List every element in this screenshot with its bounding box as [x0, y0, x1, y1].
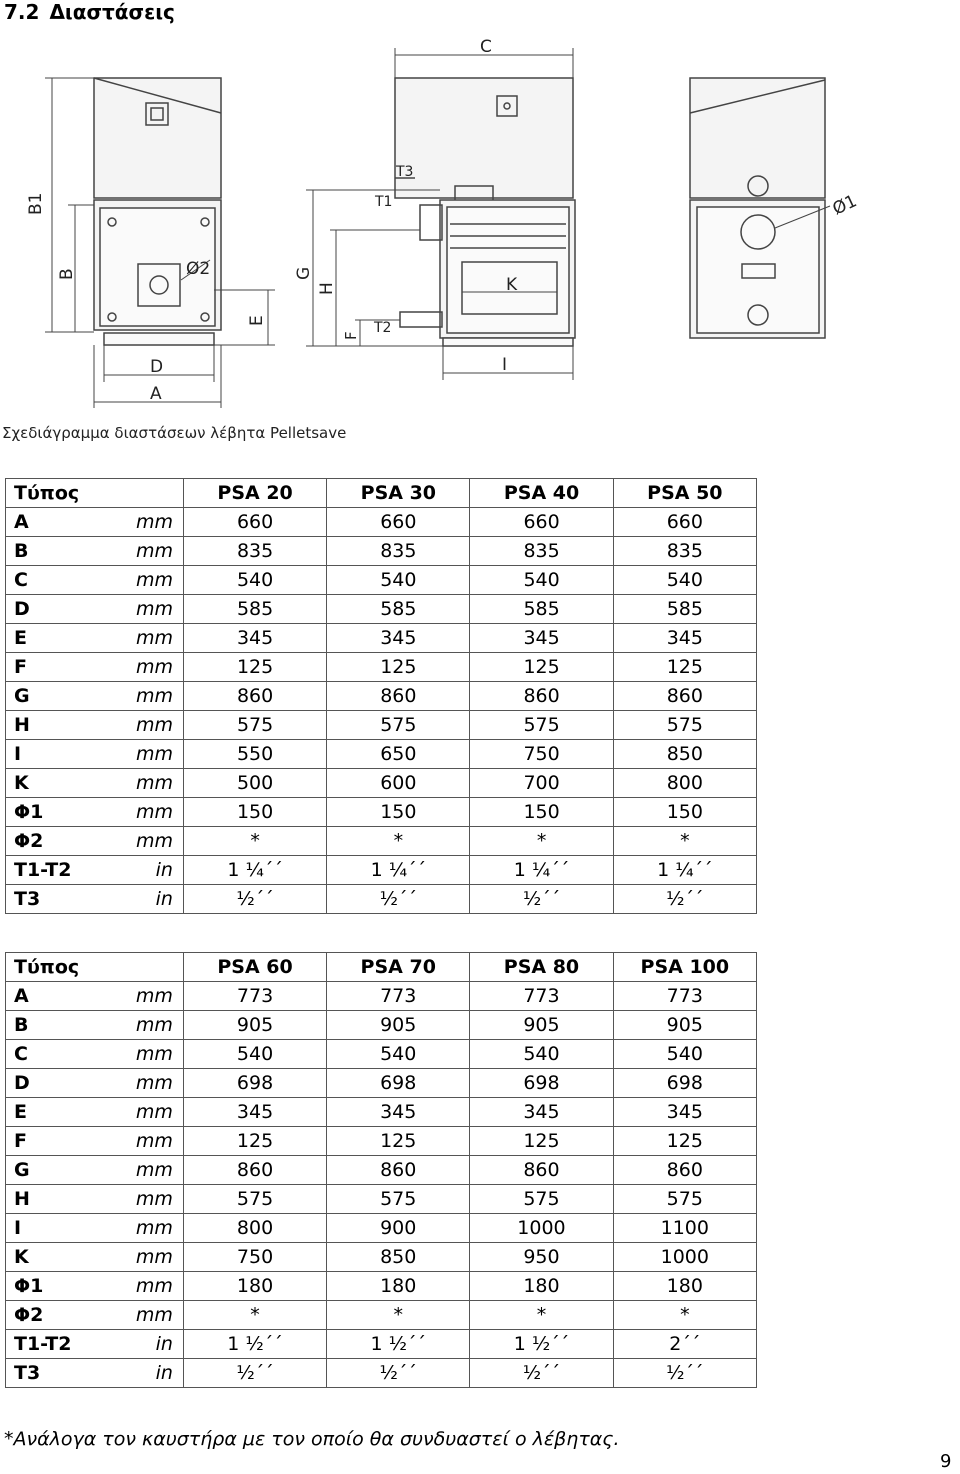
header-model: PSA 30 — [327, 479, 470, 508]
cell-value: 125 — [327, 1127, 470, 1156]
header-model: PSA 80 — [470, 953, 613, 982]
cell-value: 125 — [470, 1127, 613, 1156]
cell-value: 575 — [470, 1185, 613, 1214]
label-c: C — [480, 37, 492, 57]
table-row — [6, 798, 757, 827]
cell-value: 860 — [470, 682, 613, 711]
table-row — [6, 508, 757, 537]
row-unit: mm — [106, 595, 184, 624]
cell-value: 650 — [327, 740, 470, 769]
label-a: A — [150, 384, 162, 404]
side-view — [395, 78, 575, 346]
cell-value: ½΄΄ — [470, 1359, 613, 1388]
table-row — [6, 1040, 757, 1069]
cell-value: 800 — [183, 1214, 326, 1243]
row-unit: mm — [106, 1069, 184, 1098]
cell-value: 540 — [183, 1040, 326, 1069]
cell-value: 860 — [470, 1156, 613, 1185]
cell-value: 835 — [183, 537, 326, 566]
cell-value: 900 — [327, 1214, 470, 1243]
cell-value: 345 — [470, 1098, 613, 1127]
header-unit — [106, 953, 184, 982]
cell-value: 345 — [470, 624, 613, 653]
cell-value: 125 — [613, 1127, 756, 1156]
cell-value: 125 — [470, 653, 613, 682]
cell-value: 835 — [613, 537, 756, 566]
row-label: T3 — [6, 1359, 106, 1388]
row-label: I — [6, 740, 106, 769]
cell-value: 860 — [183, 682, 326, 711]
table-row — [6, 711, 757, 740]
header-model: PSA 100 — [613, 953, 756, 982]
cell-value: 180 — [470, 1272, 613, 1301]
row-unit: mm — [106, 827, 184, 856]
label-k: K — [506, 275, 518, 295]
row-label: I — [6, 1214, 106, 1243]
cell-value: 150 — [470, 798, 613, 827]
row-label: Φ2 — [6, 1301, 106, 1330]
label-t3: T3 — [396, 164, 414, 180]
cell-value: 850 — [327, 1243, 470, 1272]
header-model: PSA 70 — [327, 953, 470, 982]
cell-value: ½΄΄ — [183, 1359, 326, 1388]
cell-value: 905 — [327, 1011, 470, 1040]
cell-value: 180 — [327, 1272, 470, 1301]
cell-value: ½΄΄ — [183, 885, 326, 914]
table-row — [6, 1330, 757, 1359]
row-unit: in — [106, 1330, 184, 1359]
row-unit: mm — [106, 1185, 184, 1214]
cell-value: 585 — [183, 595, 326, 624]
cell-value: 700 — [470, 769, 613, 798]
cell-value: 125 — [327, 653, 470, 682]
section-heading — [4, 0, 175, 24]
cell-value: 860 — [327, 1156, 470, 1185]
cell-value: 660 — [613, 508, 756, 537]
table-row — [6, 1069, 757, 1098]
row-label: G — [6, 682, 106, 711]
table-row — [6, 1185, 757, 1214]
cell-value: 345 — [327, 1098, 470, 1127]
row-unit: mm — [106, 1243, 184, 1272]
cell-value: 2΄΄ — [613, 1330, 756, 1359]
row-unit: in — [106, 885, 184, 914]
row-unit: in — [106, 1359, 184, 1388]
row-label: H — [6, 1185, 106, 1214]
label-g: G — [294, 266, 314, 280]
table-row — [6, 1011, 757, 1040]
cell-value: 1000 — [613, 1243, 756, 1272]
cell-value: 585 — [613, 595, 756, 624]
cell-value: 1 ¼΄΄ — [183, 856, 326, 885]
row-label: D — [6, 595, 106, 624]
cell-value: 698 — [613, 1069, 756, 1098]
section-title: Διαστάσεις — [49, 0, 175, 24]
cell-value: 773 — [613, 982, 756, 1011]
row-unit: mm — [106, 798, 184, 827]
cell-value: 835 — [327, 537, 470, 566]
table-row — [6, 595, 757, 624]
table-row — [6, 537, 757, 566]
cell-value: 950 — [470, 1243, 613, 1272]
header-model: PSA 60 — [183, 953, 326, 982]
row-unit: mm — [106, 537, 184, 566]
cell-value: 585 — [470, 595, 613, 624]
cell-value: 345 — [183, 1098, 326, 1127]
cell-value: 773 — [470, 982, 613, 1011]
cell-value: 1 ½΄΄ — [470, 1330, 613, 1359]
table-row — [6, 1359, 757, 1388]
cell-value: 180 — [613, 1272, 756, 1301]
table-row — [6, 1098, 757, 1127]
table-row — [6, 1301, 757, 1330]
cell-value: 540 — [183, 566, 326, 595]
table-row — [6, 624, 757, 653]
header-model: PSA 40 — [470, 479, 613, 508]
label-f: F — [342, 331, 360, 340]
section-number: 7.2 — [4, 0, 40, 24]
row-label: Φ1 — [6, 1272, 106, 1301]
row-unit: mm — [106, 1156, 184, 1185]
cell-value: 150 — [327, 798, 470, 827]
cell-value: 345 — [613, 1098, 756, 1127]
cell-value: 698 — [327, 1069, 470, 1098]
row-label: H — [6, 711, 106, 740]
row-unit: mm — [106, 1127, 184, 1156]
cell-value: 860 — [183, 1156, 326, 1185]
table-row — [6, 1272, 757, 1301]
label-d: D — [150, 357, 164, 377]
table-row — [6, 1127, 757, 1156]
cell-value: 1000 — [470, 1214, 613, 1243]
cell-value: * — [183, 827, 326, 856]
row-unit: mm — [106, 682, 184, 711]
cell-value: 575 — [183, 1185, 326, 1214]
cell-value: 180 — [183, 1272, 326, 1301]
cell-value: 125 — [183, 1127, 326, 1156]
cell-value: 860 — [613, 1156, 756, 1185]
row-label: B — [6, 537, 106, 566]
cell-value: 345 — [327, 624, 470, 653]
row-unit: mm — [106, 653, 184, 682]
row-unit: mm — [106, 711, 184, 740]
cell-value: 540 — [470, 566, 613, 595]
row-label: C — [6, 1040, 106, 1069]
row-unit: mm — [106, 566, 184, 595]
cell-value: 773 — [183, 982, 326, 1011]
row-unit: mm — [106, 508, 184, 537]
cell-value: 345 — [613, 624, 756, 653]
cell-value: 1100 — [613, 1214, 756, 1243]
cell-value: ½΄΄ — [470, 885, 613, 914]
header-unit — [106, 479, 184, 508]
front-view — [94, 78, 221, 345]
cell-value: 125 — [183, 653, 326, 682]
cell-value: 860 — [327, 682, 470, 711]
row-unit: mm — [106, 1040, 184, 1069]
row-label: C — [6, 566, 106, 595]
cell-value: 540 — [613, 1040, 756, 1069]
label-e: E — [247, 315, 267, 326]
table-row — [6, 827, 757, 856]
rear-view — [690, 78, 830, 338]
row-unit: mm — [106, 1301, 184, 1330]
row-unit: mm — [106, 769, 184, 798]
row-label: T3 — [6, 885, 106, 914]
row-label: K — [6, 1243, 106, 1272]
cell-value: 750 — [183, 1243, 326, 1272]
row-label: T1-T2 — [6, 1330, 106, 1359]
table-row — [6, 682, 757, 711]
footnote: *Ανάλογα τον καυστήρα με τον οποίο θα συνδυαστεί ο λέβητας. — [4, 1428, 620, 1450]
table-header-row — [6, 479, 757, 508]
cell-value: 575 — [470, 711, 613, 740]
label-i: I — [502, 355, 508, 375]
cell-value: * — [613, 827, 756, 856]
row-unit: mm — [106, 1214, 184, 1243]
row-unit: mm — [106, 1011, 184, 1040]
cell-value: 835 — [470, 537, 613, 566]
row-label: A — [6, 982, 106, 1011]
table-row — [6, 885, 757, 914]
cell-value: * — [327, 1301, 470, 1330]
row-label: B — [6, 1011, 106, 1040]
cell-value: 540 — [613, 566, 756, 595]
cell-value: 800 — [613, 769, 756, 798]
cell-value: 575 — [183, 711, 326, 740]
cell-value: 698 — [183, 1069, 326, 1098]
cell-value: 1 ½΄΄ — [327, 1330, 470, 1359]
cell-value: * — [183, 1301, 326, 1330]
dimensions-diagram — [0, 30, 880, 415]
cell-value: ½΄΄ — [327, 1359, 470, 1388]
row-label: G — [6, 1156, 106, 1185]
cell-value: 345 — [183, 624, 326, 653]
page-number: 9 — [940, 1451, 952, 1472]
cell-value: 660 — [183, 508, 326, 537]
dimensions-table-psa60-100 — [5, 952, 757, 1388]
row-label: K — [6, 769, 106, 798]
cell-value: 905 — [613, 1011, 756, 1040]
cell-value: 150 — [183, 798, 326, 827]
dimensions-table-psa20-50 — [5, 478, 757, 914]
header-model: PSA 50 — [613, 479, 756, 508]
cell-value: * — [470, 827, 613, 856]
cell-value: 1 ¼΄΄ — [470, 856, 613, 885]
header-type: Τύπος — [6, 479, 106, 508]
row-unit: mm — [106, 624, 184, 653]
label-t1: T1 — [375, 194, 393, 210]
row-label: F — [6, 1127, 106, 1156]
row-label: E — [6, 624, 106, 653]
cell-value: * — [327, 827, 470, 856]
label-phi1: Ø1 — [829, 191, 861, 220]
cell-value: 575 — [327, 1185, 470, 1214]
cell-value: 1 ½΄΄ — [183, 1330, 326, 1359]
row-unit: in — [106, 856, 184, 885]
row-label: D — [6, 1069, 106, 1098]
cell-value: 540 — [327, 566, 470, 595]
cell-value: 850 — [613, 740, 756, 769]
cell-value: 1 ¼΄΄ — [613, 856, 756, 885]
table-row — [6, 740, 757, 769]
header-type: Τύπος — [6, 953, 106, 982]
row-label: A — [6, 508, 106, 537]
cell-value: 125 — [613, 653, 756, 682]
label-t2: T2 — [374, 320, 392, 336]
cell-value: ½΄΄ — [613, 1359, 756, 1388]
cell-value: 575 — [613, 1185, 756, 1214]
row-label: E — [6, 1098, 106, 1127]
cell-value: 540 — [327, 1040, 470, 1069]
cell-value: 698 — [470, 1069, 613, 1098]
label-b: B — [57, 268, 77, 280]
table-row — [6, 769, 757, 798]
table-row — [6, 566, 757, 595]
table-row — [6, 1156, 757, 1185]
cell-value: ½΄΄ — [613, 885, 756, 914]
row-unit: mm — [106, 982, 184, 1011]
table-row — [6, 1214, 757, 1243]
label-b1: B1 — [26, 192, 46, 215]
cell-value: 585 — [327, 595, 470, 624]
cell-value: * — [613, 1301, 756, 1330]
cell-value: 750 — [470, 740, 613, 769]
cell-value: 575 — [327, 711, 470, 740]
header-model: PSA 20 — [183, 479, 326, 508]
cell-value: 500 — [183, 769, 326, 798]
row-label: Φ2 — [6, 827, 106, 856]
cell-value: ½΄΄ — [327, 885, 470, 914]
cell-value: 550 — [183, 740, 326, 769]
cell-value: 540 — [470, 1040, 613, 1069]
table-row — [6, 856, 757, 885]
diagram-caption: Σχεδιάγραμμα διαστάσεων λέβητα Pelletsave — [2, 424, 347, 442]
cell-value: 660 — [327, 508, 470, 537]
cell-value: 905 — [183, 1011, 326, 1040]
row-unit: mm — [106, 740, 184, 769]
label-h: H — [317, 282, 337, 295]
cell-value: 905 — [470, 1011, 613, 1040]
row-label: F — [6, 653, 106, 682]
cell-value: 860 — [613, 682, 756, 711]
row-unit: mm — [106, 1098, 184, 1127]
table-row — [6, 1243, 757, 1272]
row-label: T1-T2 — [6, 856, 106, 885]
row-unit: mm — [106, 1272, 184, 1301]
cell-value: 1 ¼΄΄ — [327, 856, 470, 885]
table-header-row — [6, 953, 757, 982]
cell-value: 773 — [327, 982, 470, 1011]
cell-value: 150 — [613, 798, 756, 827]
label-phi2: Ø2 — [186, 259, 211, 279]
table-row — [6, 653, 757, 682]
cell-value: 660 — [470, 508, 613, 537]
table-row — [6, 982, 757, 1011]
cell-value: 600 — [327, 769, 470, 798]
cell-value: * — [470, 1301, 613, 1330]
row-label: Φ1 — [6, 798, 106, 827]
cell-value: 575 — [613, 711, 756, 740]
